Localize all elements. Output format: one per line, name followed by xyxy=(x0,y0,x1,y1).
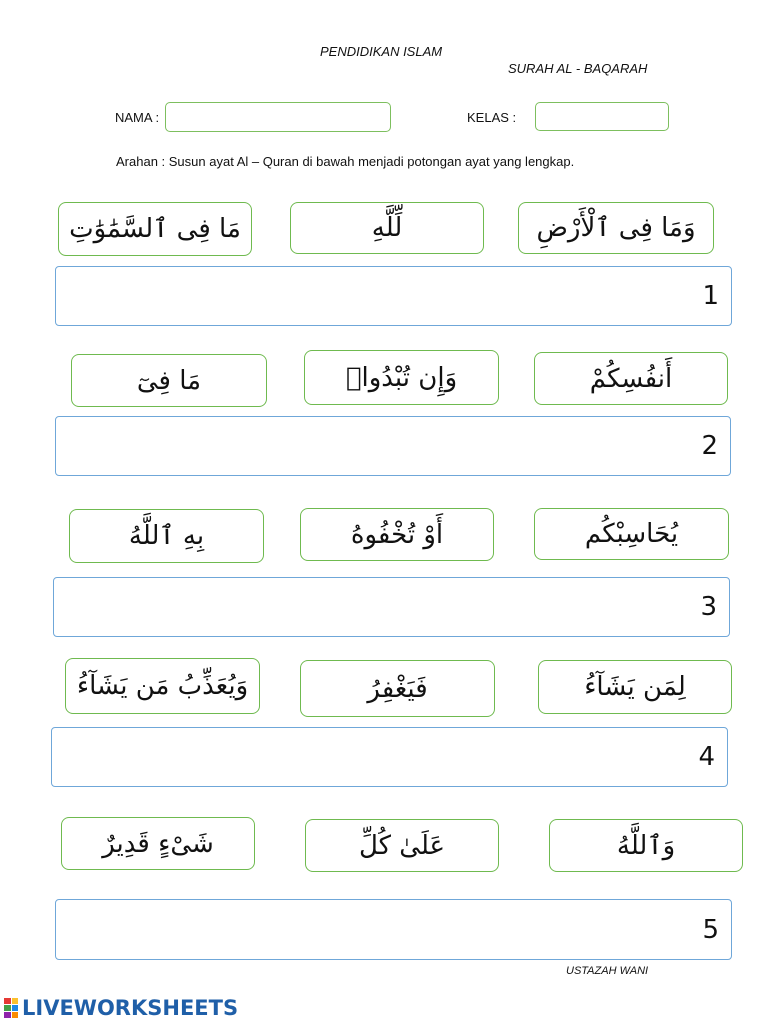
instruction-text: Arahan : Susun ayat Al – Quran di bawah menjadi potongan ayat yang lengkap. xyxy=(116,154,575,169)
answer-number: 2 xyxy=(701,431,718,461)
answer-number: 5 xyxy=(702,914,719,945)
word-tile[interactable]: يُحَاسِبْكُم xyxy=(534,508,729,560)
word-tile[interactable]: عَلَىٰ كُلِّ xyxy=(305,819,499,872)
word-tile[interactable]: وَيُعَذِّبُ مَن يَشَآءُ xyxy=(65,658,260,714)
word-tile[interactable]: مَا فِىٓ xyxy=(71,354,267,407)
subject-title: PENDIDIKAN ISLAM xyxy=(320,44,443,59)
word-tile[interactable]: مَا فِى ٱلسَّمَٰوَٰتِ xyxy=(58,202,252,256)
name-label: NAMA : xyxy=(115,110,160,125)
answer-box-5[interactable] xyxy=(55,899,732,960)
teacher-name: USTAZAH WANI xyxy=(566,965,649,977)
answer-box-3[interactable] xyxy=(53,577,730,637)
word-tile[interactable]: بِهِ ٱللَّهُ xyxy=(69,509,264,563)
word-tile[interactable]: لِمَن يَشَآءُ xyxy=(538,660,732,714)
class-field[interactable] xyxy=(535,102,669,131)
word-tile[interactable]: لِّلَّهِ xyxy=(290,202,484,254)
class-label: KELAS : xyxy=(467,110,517,125)
word-tile[interactable]: وَٱللَّهُ xyxy=(549,819,743,872)
word-tile[interactable]: شَىْءٍ قَدِيرٌ xyxy=(61,817,255,870)
word-tile[interactable]: فَيَغْفِرُ xyxy=(300,660,495,717)
answer-box-4[interactable] xyxy=(51,727,728,787)
name-field[interactable] xyxy=(165,102,391,132)
word-tile[interactable]: أَنفُسِكُمْ xyxy=(534,352,728,405)
answer-box-2[interactable] xyxy=(55,416,731,476)
surah-title: SURAH AL - BAQARAH xyxy=(508,61,648,76)
answer-number: 1 xyxy=(702,281,719,311)
word-tile[interactable]: وَمَا فِى ٱلْأَرْضِ xyxy=(518,202,714,254)
brand-name: LIVEWORKSHEETS xyxy=(22,996,239,1020)
answer-box-1[interactable] xyxy=(55,266,732,326)
liveworksheets-icon xyxy=(4,998,18,1018)
liveworksheets-logo xyxy=(4,996,238,1020)
answer-number: 3 xyxy=(700,592,717,622)
word-tile[interactable]: وَإِن تُبْدُوا۟ xyxy=(304,350,499,405)
word-tile[interactable]: أَوْ تُخْفُوهُ xyxy=(300,508,494,561)
answer-number: 4 xyxy=(698,742,715,772)
